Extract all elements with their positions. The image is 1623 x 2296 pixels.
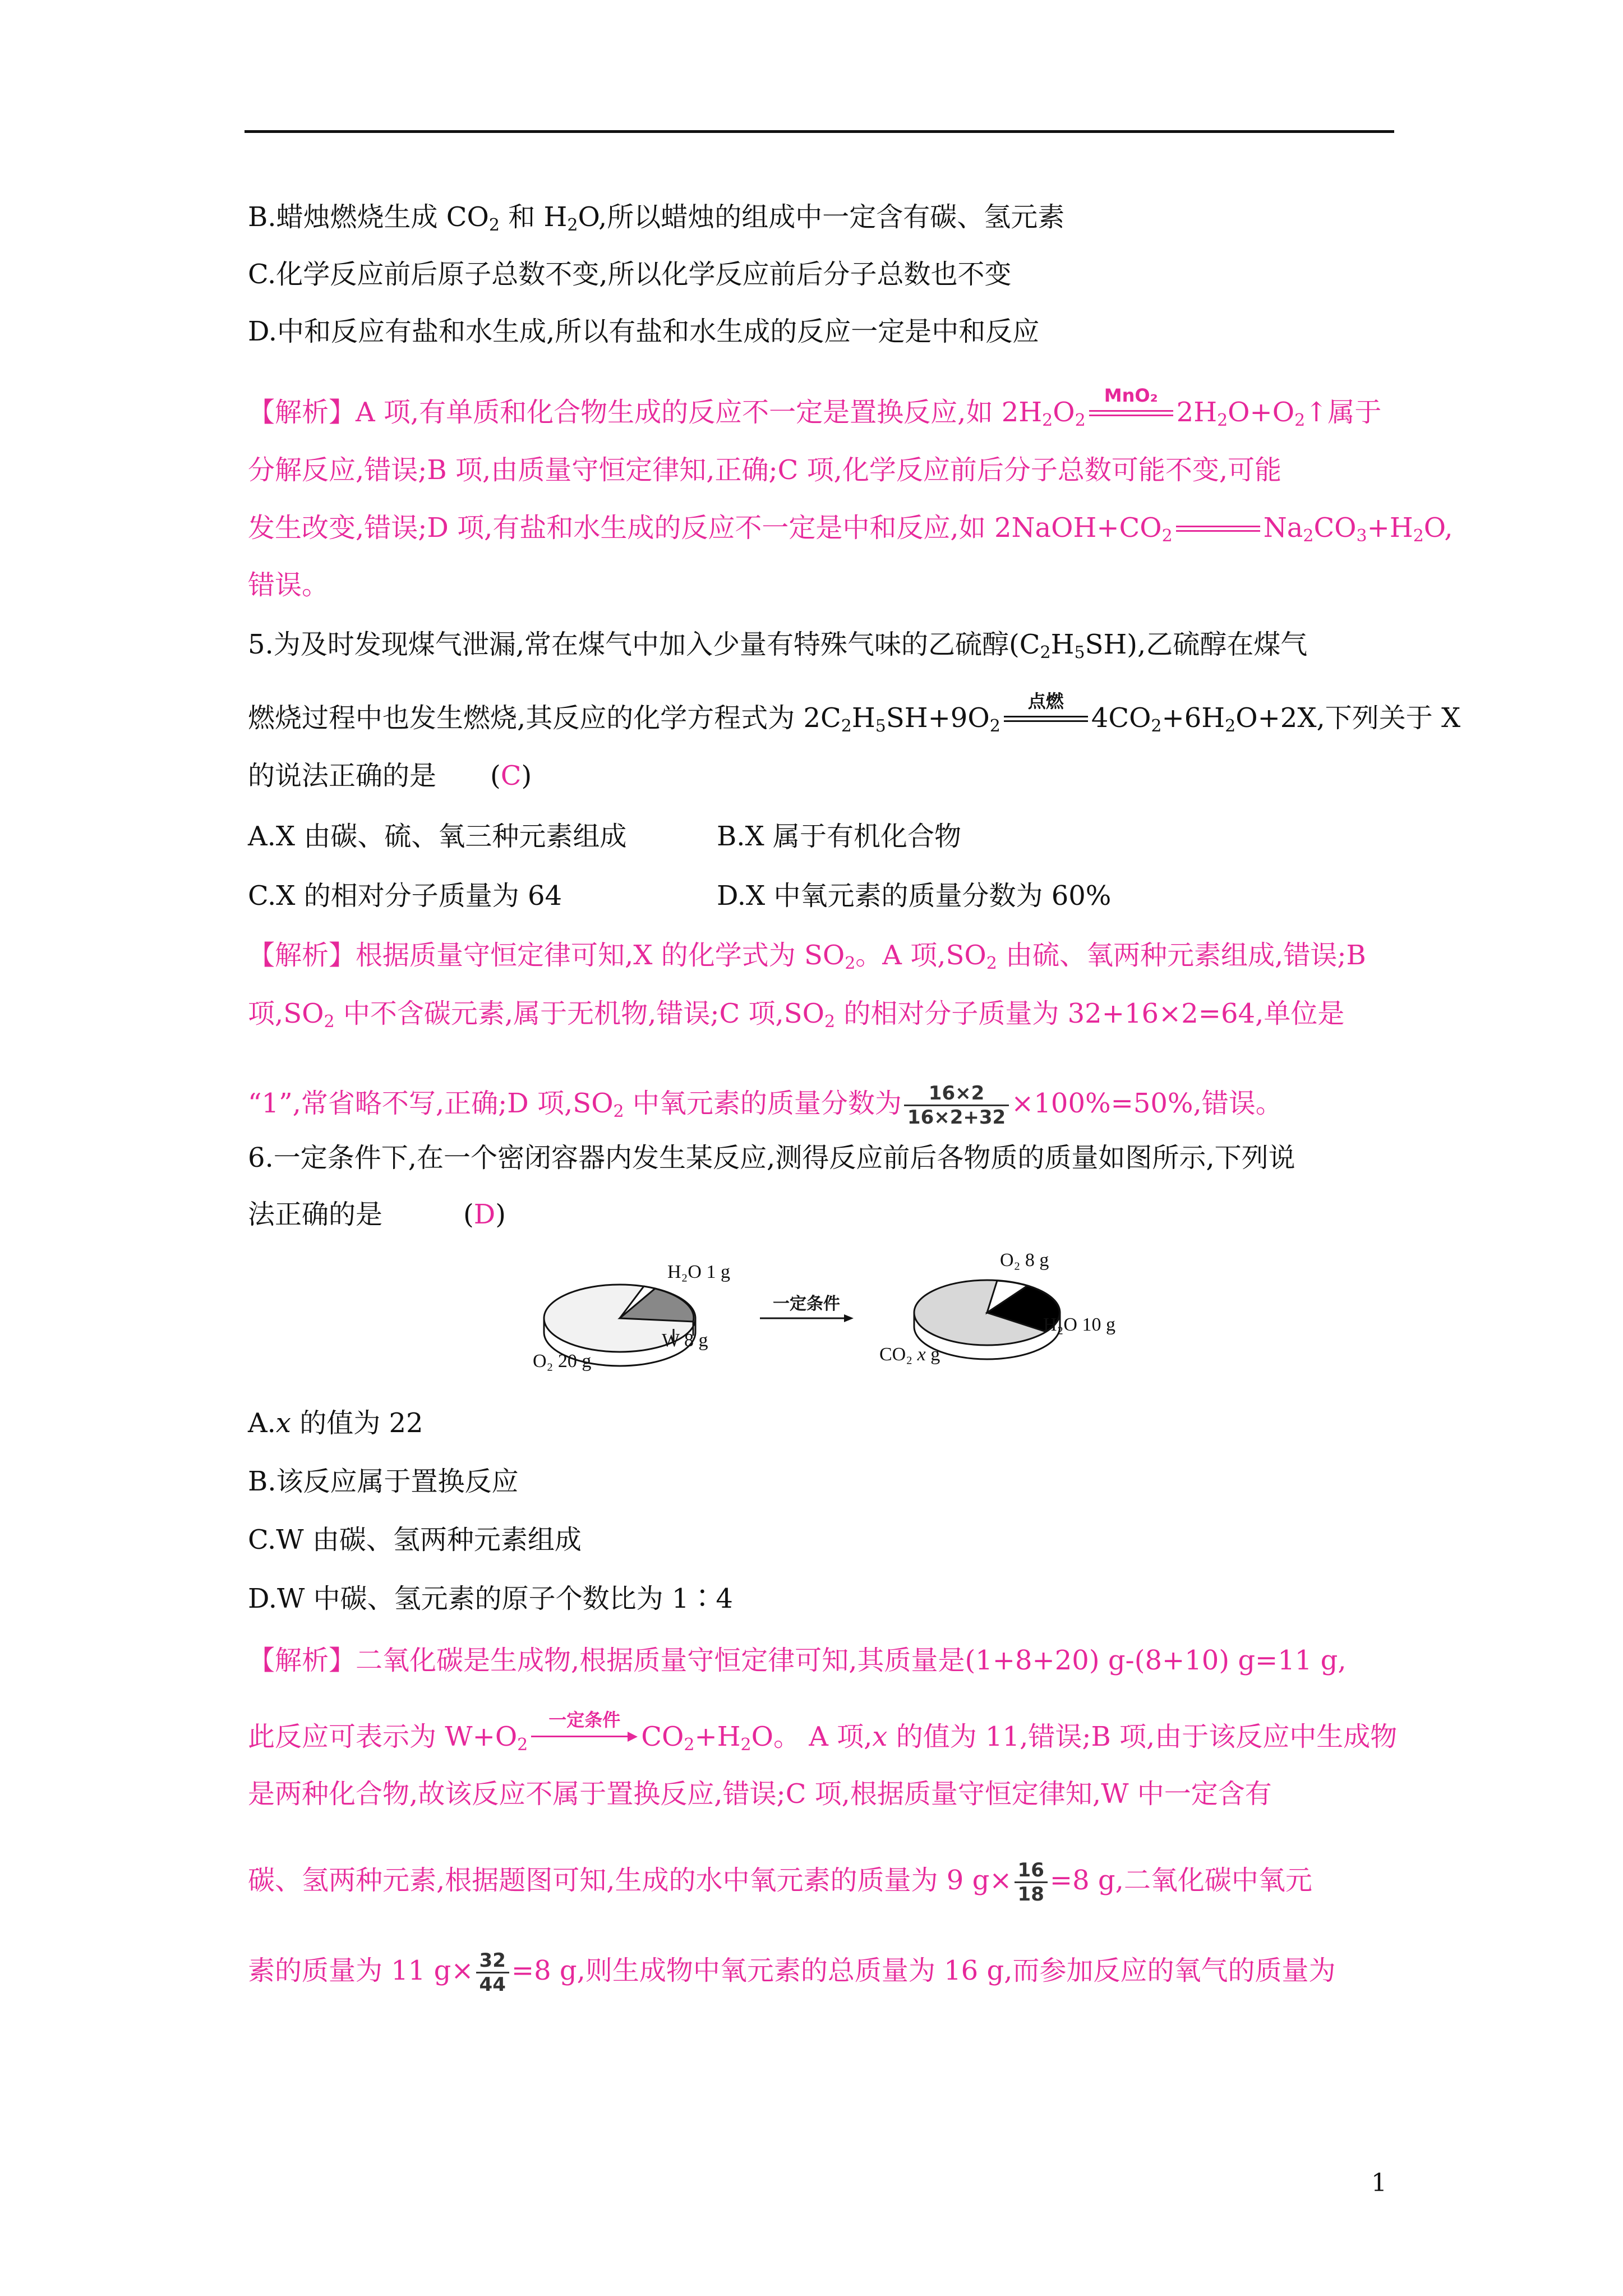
subscript: 2 bbox=[986, 954, 997, 973]
subscript: 2 bbox=[1294, 411, 1306, 430]
subscript: 2 bbox=[1303, 526, 1314, 546]
fraction-numerator: 16×2 bbox=[904, 1082, 1009, 1106]
text-segment: 的相对分子质量为 32+16×2=64,单位是 bbox=[835, 998, 1345, 1029]
text-segment: 和 H bbox=[499, 201, 568, 233]
reaction-pie-diagram bbox=[522, 1234, 1138, 1380]
text-segment: 碳、氢两种元素,根据题图可知,生成的水中氧元素的质量为 9 g× bbox=[248, 1865, 1012, 1896]
text-segment: “1”,常省略不写,正确;D 项,SO bbox=[248, 1088, 614, 1119]
analysis-6-line-3 bbox=[248, 1777, 1272, 1811]
subscript: 2 bbox=[1151, 716, 1162, 736]
text-segment: 6.一定条件下,在一个密闭容器内发生某反应,测得反应前后各物质的质量如图所示,下列说 bbox=[248, 1142, 1295, 1174]
question-5-options-cd bbox=[248, 879, 1112, 913]
text-segment: O, bbox=[1423, 512, 1453, 544]
text-segment: =8 g,二氧化碳中氧元 bbox=[1049, 1865, 1312, 1896]
text-segment: O+O bbox=[1228, 397, 1295, 428]
text-segment: 分解反应,错误;B 项,由质量守恒定律知,正确;C 项,化学反应前后分子总数可能不变,可能 bbox=[248, 454, 1282, 486]
subscript: 5 bbox=[1074, 643, 1085, 662]
analysis-4-line-1 bbox=[248, 385, 1382, 430]
analysis-4-line-3 bbox=[248, 511, 1453, 545]
text-segment: C.W 由碳、氢两种元素组成 bbox=[248, 1524, 582, 1556]
text-segment: 燃烧过程中也发生燃烧,其反应的化学方程式为 2C bbox=[248, 702, 841, 734]
text-segment: A.X 由碳、硫、氧三种元素组成 bbox=[248, 821, 627, 852]
condition-label: 一定条件 bbox=[773, 1294, 840, 1314]
question-5-line-3 bbox=[248, 759, 532, 793]
question-5-line-2 bbox=[248, 691, 1461, 736]
analysis-4-line-2 bbox=[248, 453, 1281, 487]
text-segment: 项,SO bbox=[248, 998, 324, 1029]
fraction bbox=[476, 1949, 509, 1996]
subscript: 2 bbox=[1042, 411, 1053, 430]
option-d-line bbox=[248, 1582, 733, 1616]
text-segment: ×100%=50%,错误。 bbox=[1011, 1088, 1283, 1119]
text-segment: C bbox=[500, 760, 522, 792]
text-segment: O,所以蜡烛的组成中一定含有碳、氢元素 bbox=[578, 201, 1065, 233]
text-segment: 法正确的是 ( bbox=[248, 1199, 474, 1230]
text-segment: 的值为 11,错误;B 项,由于该反应中生成物 bbox=[887, 1721, 1398, 1752]
after-co2-label: CO₂ x g bbox=[879, 1344, 940, 1365]
subscript: 2 bbox=[567, 215, 578, 235]
before-w-label: W 8 g bbox=[662, 1330, 708, 1351]
subscript: 2 bbox=[1075, 411, 1086, 430]
subscript: 2 bbox=[684, 1735, 695, 1755]
text-segment: 2H bbox=[1176, 397, 1218, 428]
text-segment: A. bbox=[248, 1407, 276, 1439]
text-segment: 是两种化合物,故该反应不属于置换反应,错误;C 项,根据质量守恒定律知,W 中一定含有 bbox=[248, 1778, 1272, 1810]
text-segment: 5.为及时发现煤气泄漏,常在煤气中加入少量有特殊气味的乙硫醇(C bbox=[248, 629, 1040, 660]
fraction bbox=[1015, 1859, 1048, 1906]
text-segment: D bbox=[473, 1199, 496, 1230]
text-segment: ↑属于 bbox=[1305, 397, 1382, 428]
question-6-line-1 bbox=[248, 1141, 1295, 1175]
text-segment: 【解析】A 项,有单质和化合物生成的反应不一定是置换反应,如 2H bbox=[248, 397, 1043, 428]
text-segment: B.该反应属于置换反应 bbox=[248, 1466, 519, 1497]
text-segment: ) bbox=[495, 1199, 506, 1230]
subscript: 3 bbox=[1356, 526, 1367, 546]
subscript: 2 bbox=[841, 716, 852, 736]
text-segment: +H bbox=[694, 1721, 741, 1752]
before-h2o-label: H₂O 1 g bbox=[667, 1262, 730, 1282]
fraction-denominator: 16×2+32 bbox=[907, 1106, 1006, 1129]
text-segment: Na bbox=[1263, 512, 1303, 544]
text-segment: CO bbox=[641, 1721, 684, 1752]
fraction-numerator: 16 bbox=[1015, 1859, 1048, 1883]
analysis-6-line-5 bbox=[248, 1949, 1335, 1996]
text-segment: 中不含碳元素,属于无机物,错误;C 项,SO bbox=[334, 998, 825, 1029]
text-segment: D.W 中碳、氢元素的原子个数比为 1∶4 bbox=[248, 1583, 733, 1614]
subscript: 2 bbox=[488, 215, 500, 235]
analysis-6-line-1 bbox=[248, 1644, 1347, 1677]
text-segment: O bbox=[1053, 397, 1075, 428]
equals-sign-condition bbox=[1176, 523, 1260, 535]
subscript: 2 bbox=[740, 1735, 751, 1755]
subscript: 2 bbox=[613, 1102, 624, 1121]
header-rule bbox=[245, 130, 1394, 133]
reaction-arrow bbox=[531, 1709, 638, 1742]
text-segment: O。 A 项, bbox=[751, 1721, 873, 1752]
subscript: 5 bbox=[875, 716, 886, 736]
fraction bbox=[904, 1082, 1009, 1129]
text-segment: ) bbox=[521, 760, 532, 792]
text-segment: CO bbox=[1313, 512, 1357, 544]
text-segment: D.X 中氧元素的质量分数为 60% bbox=[717, 880, 1112, 912]
subscript: 2 bbox=[1161, 526, 1173, 546]
text-segment: D.中和反应有盐和水生成,所以有盐和水生成的反应一定是中和反应 bbox=[248, 316, 1040, 347]
text-segment: H bbox=[851, 702, 875, 734]
text-segment: SH),乙硫醇在煤气 bbox=[1085, 629, 1308, 660]
after-h2o-label: H₂O 10 g bbox=[1043, 1314, 1115, 1335]
subscript: 2 bbox=[1413, 526, 1424, 546]
text-segment: B.X 属于有机化合物 bbox=[717, 821, 961, 852]
subscript: 2 bbox=[824, 1012, 836, 1032]
question-6-line-2 bbox=[248, 1198, 506, 1231]
before-o2-label: O₂ 20 g bbox=[533, 1351, 592, 1372]
text-segment: +H bbox=[1367, 512, 1413, 544]
text-segment: x bbox=[872, 1721, 888, 1752]
text-segment: 【解析】根据质量守恒定律可知,X 的化学式为 SO bbox=[248, 940, 845, 971]
subscript: 2 bbox=[989, 716, 1000, 736]
text-segment: C.X 的相对分子质量为 64 bbox=[248, 880, 562, 912]
analysis-5-line-1 bbox=[248, 938, 1366, 972]
text-segment: C.化学反应前后原子总数不变,所以化学反应前后分子总数也不变 bbox=[248, 259, 1012, 290]
fraction-denominator: 18 bbox=[1017, 1883, 1044, 1906]
text-segment: 的说法正确的是 ( bbox=[248, 760, 501, 792]
text-segment: +6H bbox=[1161, 702, 1225, 734]
option-b-line bbox=[248, 1465, 519, 1498]
question-5-options-ab bbox=[248, 820, 961, 853]
reaction-condition: 一定条件 bbox=[548, 1709, 621, 1731]
text-segment: 此反应可表示为 W+O bbox=[248, 1721, 518, 1752]
analysis-5-line-3 bbox=[248, 1082, 1283, 1129]
text-segment: =8 g,则生成物中氧元素的总质量为 16 g,而参加反应的氧气的质量为 bbox=[511, 1955, 1336, 1986]
option-b-line bbox=[248, 200, 1064, 234]
analysis-6-line-2 bbox=[248, 1709, 1398, 1755]
reaction-condition: 点燃 bbox=[1027, 691, 1064, 712]
text-segment: B.蜡烛燃烧生成 CO bbox=[248, 201, 489, 233]
after-o2-label: O₂ 8 g bbox=[1000, 1250, 1049, 1271]
text-segment: 4CO bbox=[1091, 702, 1151, 734]
text-segment: O+2X,下列关于 X bbox=[1235, 702, 1461, 734]
text-segment: 【解析】二氧化碳是生成物,根据质量守恒定律可知,其质量是(1+8+20) g-(8+10) g=11 g, bbox=[248, 1645, 1347, 1676]
subscript: 2 bbox=[1040, 643, 1051, 662]
text-segment: 发生改变,错误;D 项,有盐和水生成的反应不一定是中和反应,如 2NaOH+CO bbox=[248, 512, 1162, 544]
subscript: 2 bbox=[517, 1735, 528, 1755]
analysis-4-line-4 bbox=[248, 568, 329, 602]
question-5-line-1 bbox=[248, 628, 1307, 661]
subscript: 2 bbox=[324, 1012, 335, 1032]
text-segment: 的值为 22 bbox=[291, 1407, 423, 1439]
option-a-line bbox=[248, 1406, 423, 1440]
option-c-line bbox=[248, 1523, 582, 1557]
fraction-numerator: 32 bbox=[476, 1949, 509, 1973]
option-c-line bbox=[248, 257, 1012, 291]
text-segment: SH+9O bbox=[886, 702, 990, 734]
fraction-denominator: 44 bbox=[479, 1973, 506, 1996]
analysis-6-line-4 bbox=[248, 1859, 1312, 1906]
text-segment: 素的质量为 11 g× bbox=[248, 1955, 474, 1986]
equals-sign-condition bbox=[1004, 691, 1088, 725]
text-segment: 错误。 bbox=[248, 569, 329, 601]
option-d-line bbox=[248, 315, 1039, 348]
subscript: 2 bbox=[845, 954, 856, 973]
text-segment: H bbox=[1050, 629, 1075, 660]
text-segment: x bbox=[275, 1407, 291, 1439]
text-segment: 中氧元素的质量分数为 bbox=[624, 1088, 902, 1119]
subscript: 2 bbox=[1225, 716, 1236, 736]
text-segment: 。A 项,SO bbox=[855, 940, 986, 971]
text-segment: 由硫、氧两种元素组成,错误;B bbox=[997, 940, 1366, 971]
reaction-condition: MnO₂ bbox=[1104, 385, 1158, 406]
analysis-5-line-2 bbox=[248, 997, 1344, 1030]
subscript: 2 bbox=[1217, 411, 1228, 430]
condition-arrow bbox=[760, 1294, 854, 1322]
equals-sign-condition bbox=[1089, 385, 1173, 419]
page-number: 1 bbox=[1371, 2169, 1387, 2197]
